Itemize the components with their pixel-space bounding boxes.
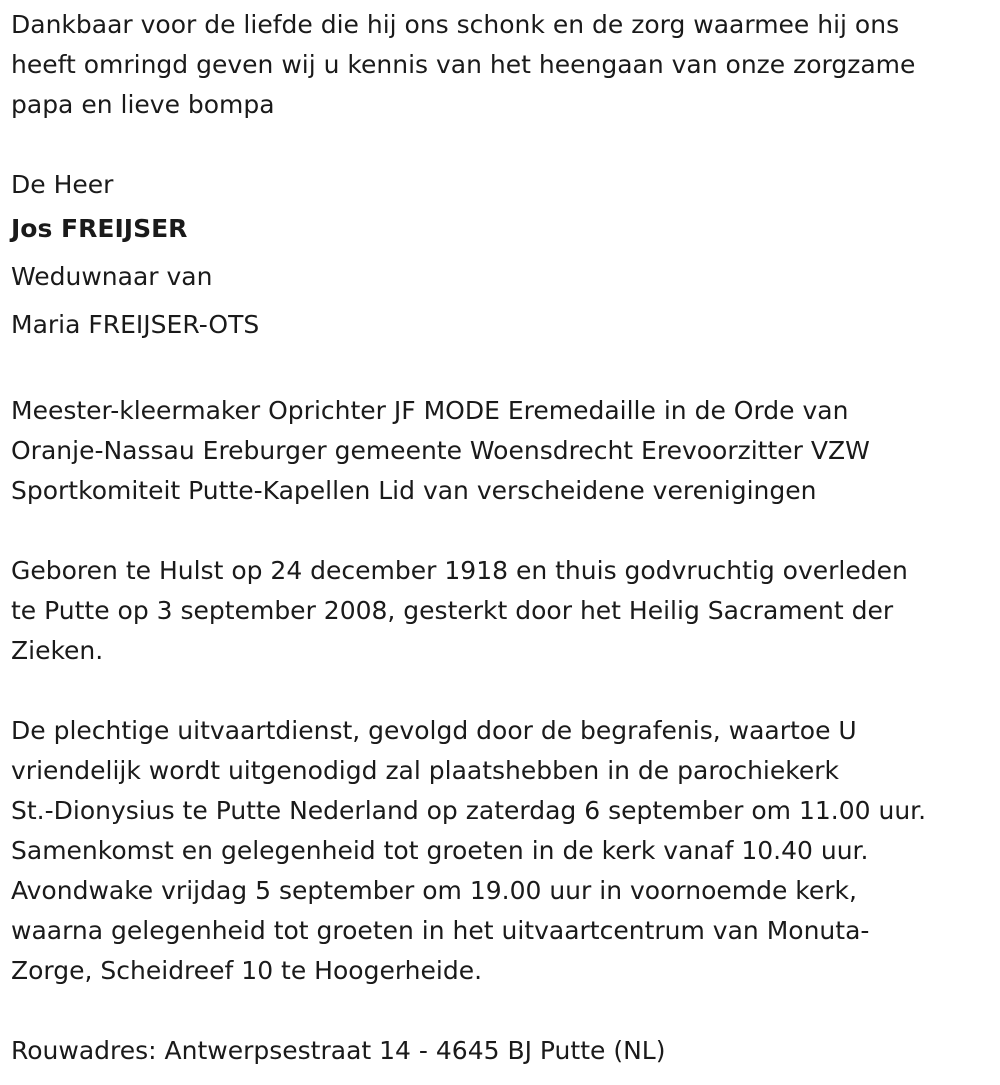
spacer	[11, 125, 991, 165]
intro-line: papa en lieve bompa	[11, 90, 275, 119]
funeral-line: St.-Dionysius te Putte Nederland op zaterdag 6 september om 11.00 uur.	[11, 796, 927, 825]
intro-paragraph	[11, 5, 991, 125]
intro-line: heeft omringd geven wij u kennis van het heengaan van onze zorgzame	[11, 50, 916, 79]
birth-death-line: Geboren te Hulst op 24 december 1918 en thuis godvruchtig overleden	[11, 556, 908, 585]
funeral-line: Samenkomst en gelegenheid tot groeten in de kerk vanaf 10.40 uur.	[11, 836, 869, 865]
spacer	[11, 511, 991, 551]
funeral-line: De plechtige uitvaartdienst, gevolgd door de begrafenis, waartoe U	[11, 716, 857, 745]
titles-line: Sportkomiteit Putte-Kapellen Lid van verscheidene verenigingen	[11, 476, 817, 505]
deceased-block	[11, 165, 991, 349]
birth-death-paragraph	[11, 551, 991, 671]
mourning-address: Rouwadres: Antwerpsestraat 14 - 4645 BJ Putte (NL)	[11, 1036, 666, 1065]
spacer	[11, 349, 991, 391]
birth-death-line: te Putte op 3 september 2008, gesterkt door het Heilig Sacrament der	[11, 596, 894, 625]
honorific: De Heer	[11, 170, 114, 199]
funeral-line: Zorge, Scheidreef 10 te Hoogerheide.	[11, 956, 483, 985]
titles-line: Oranje-Nassau Ereburger gemeente Woensdrecht Erevoorzitter VZW	[11, 436, 870, 465]
obituary-document	[11, 5, 991, 1071]
funeral-line: waarna gelegenheid tot groeten in het uitvaartcentrum van Monuta-	[11, 916, 870, 945]
spacer	[11, 671, 991, 711]
deceased-name: Jos FREIJSER	[11, 214, 188, 243]
funeral-paragraph	[11, 711, 991, 991]
birth-death-line: Zieken.	[11, 636, 104, 665]
widower-label: Weduwnaar van	[11, 262, 213, 291]
titles-paragraph	[11, 391, 991, 511]
address-paragraph	[11, 1031, 991, 1071]
intro-line: Dankbaar voor de liefde die hij ons schonk en de zorg waarmee hij ons	[11, 10, 900, 39]
funeral-line: Avondwake vrijdag 5 september om 19.00 uur in voornoemde kerk,	[11, 876, 857, 905]
funeral-line: vriendelijk wordt uitgenodigd zal plaatshebben in de parochiekerk	[11, 756, 839, 785]
titles-line: Meester-kleermaker Oprichter JF MODE Eremedaille in de Orde van	[11, 396, 849, 425]
spouse-name: Maria FREIJSER-OTS	[11, 310, 260, 339]
spacer	[11, 991, 991, 1031]
